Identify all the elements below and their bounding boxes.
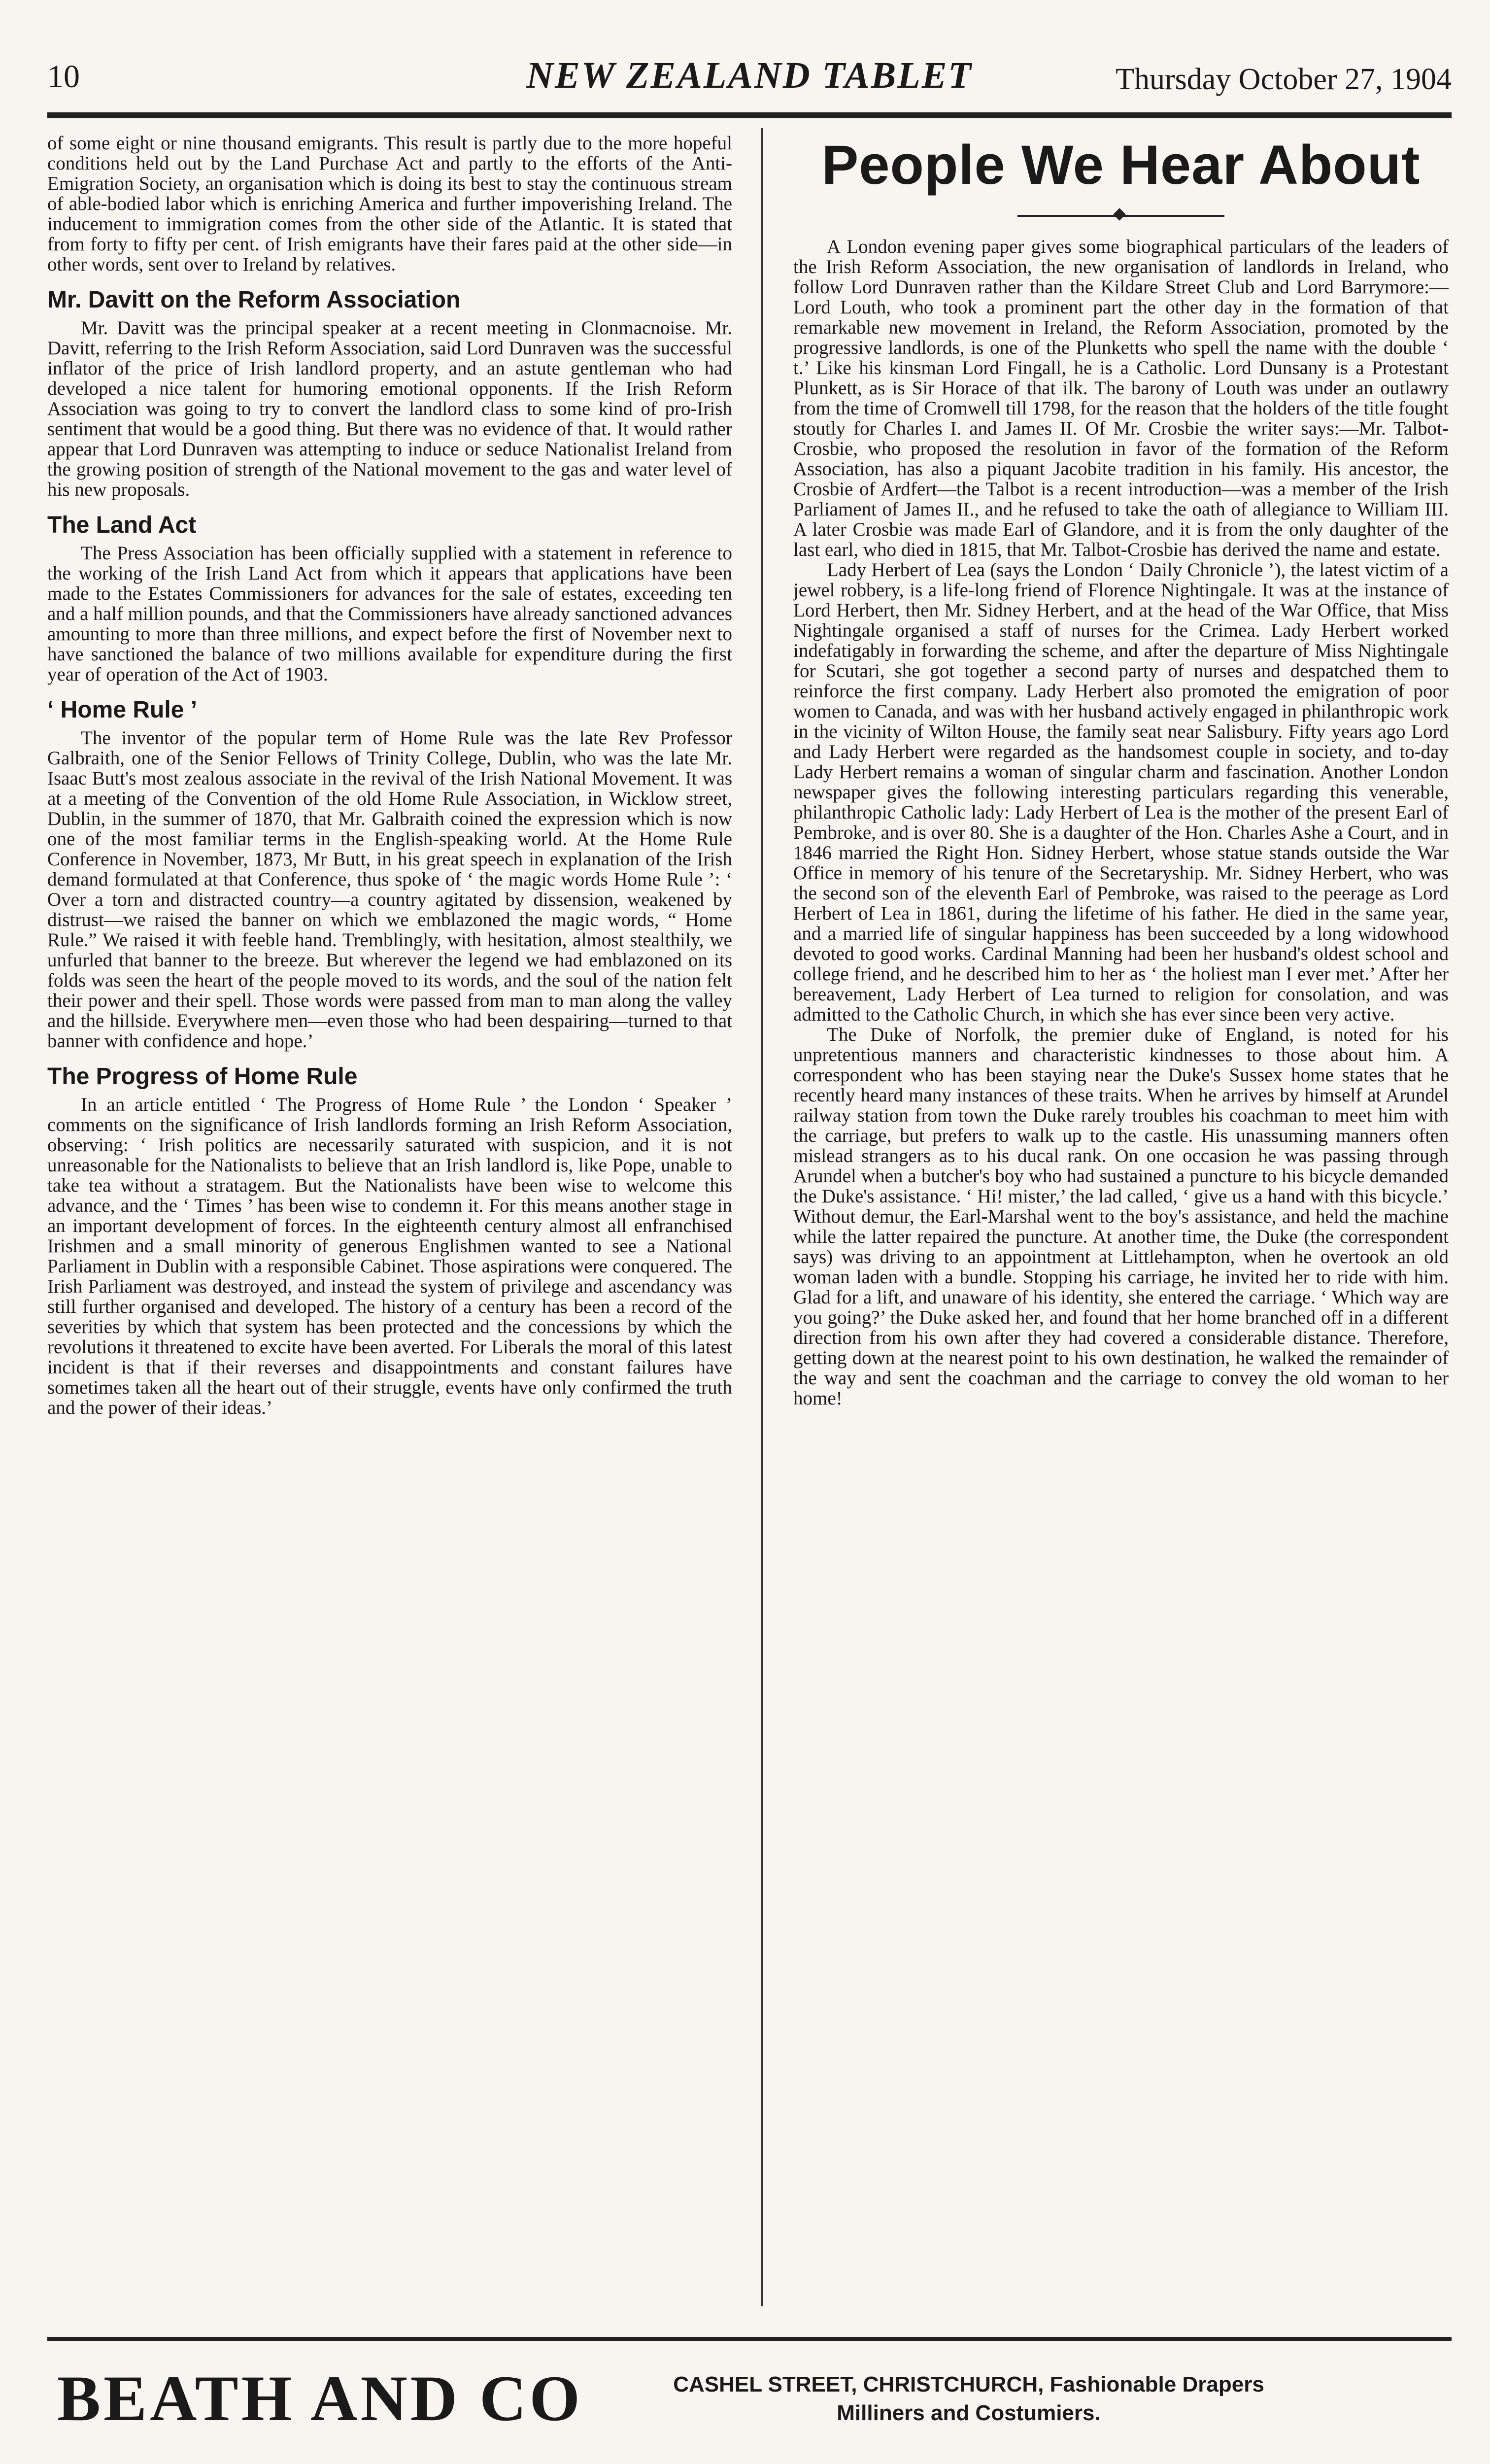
left-column <box>47 133 732 2326</box>
diamond-ornament-icon <box>1113 208 1125 220</box>
article-paragraph: Lady Herbert of Lea (says the London ‘ Daily Chronicle ’), the latest victim of a jewel robbery, is a life-long friend of Florence Nightingale. It was at the instance of Lord Herbert, then Mr. Sidney Herbert, and at the head of the War Office, that Miss Nightingale organised a staff of nurses for the Crimea. Lady Herbert worked indefatigably in forwarding the scheme, and after the departure of Miss Nightingale for Scutari, she got together a second party of nurses and despatched them to reinforce the first company. Lady Herbert also promoted the emigration of poor women to Canada, and was with her husband actively engaged in philanthropic work in the vicinity of Wilton House, the family seat near Salisbury. Fifty years ago Lord and Lady Herbert were regarded as the handsomest couple in society, and to-day Lady Herbert remains a woman of singular charm and fascination. Another London newspaper gives the following interesting particulars regarding this venerable, philanthropic Catholic lady: Lady Herbert of Lea is the mother of the present Earl of Pembroke, and is over 80. She is a daughter of the Hon. Charles Ashe a Court, and in 1846 married the Right Hon. Sidney Herbert, whose statue stands outside the War Office in memory of his tenure of the Secretaryship. Mr. Sidney Herbert, who was the second son of the eleventh Earl of Pembroke, was raised to the peerage as Lord Herbert of Lea in 1861, during the lifetime of his father. He died in the same year, and a married life of singular happiness has been succeeded by a long widowhood devoted to good works. Cardinal Manning had been her husband's oldest school and college friend, and he described him to her as ‘ the holiest man I ever met.’ After her bereavement, Lady Herbert of Lea turned to religion for consolation, and was admitted to the Catholic Church, in which she has ever since been very active. <box>793 559 1449 1025</box>
section-heading-progress: The Progress of Home Rule <box>47 1063 358 1090</box>
section-heading-land-act: The Land Act <box>47 512 197 538</box>
advertisement-footer <box>47 2361 1452 2439</box>
page-number: 10 <box>47 59 80 95</box>
article-paragraph: The inventor of the popular term of Home Rule was the late Rev Professor Galbraith, one of the Senior Fellows of Trinity College, Dublin, who was the late Mr. Isaac Butt's most zealous associate in the revival of the Irish National Movement. It was at a meeting of the Convention of the old Home Rule Association, in Wicklow street, Dublin, in the summer of 1870, that Mr. Galbraith coined the expression which is now one of the most familiar terms in the English-speaking world. At the Home Rule Conference in November, 1873, Mr Butt, in his great speech in explanation of the Irish demand formulated at that Conference, thus spoke of ‘ the magic words Home Rule ’: ‘ Over a torn and distracted country—a country agitated by dissension, weakened by distrust—we raised the banner on which we emblazoned the magic words, “ Home Rule.” We raised it with feeble hand. Tremblingly, with hesitation, almost stealthily, we unfurled that banner to the breeze. But wherever the legend we had emblazoned on its folds was seen the heart of the people moved to its words, and the soul of the nation felt their power and their spell. Those words were passed from man to man along the valley and the hillside. Everywhere men—even those who had been despairing—turned to that banner with confidence and hope.’ <box>47 727 732 1052</box>
page-header <box>47 54 1452 108</box>
masthead: NEW ZEALAND TABLET <box>526 55 973 96</box>
section-heading-davitt: Mr. Davitt on the Reform Association <box>47 287 461 313</box>
advertiser-address-line: CASHEL STREET, CHRISTCHURCH, Fashionable Drapers <box>673 2372 1264 2396</box>
article-paragraph: The Duke of Norfolk, the premier duke of England, is noted for his unpretentious manners and characteristic kindnesses to those about him. A correspondent who has been staying near the Duke's Sussex home states that he recently heard many instances of these traits. When he arrives by himself at Arundel railway station from town the Duke rarely troubles his coachman to meet him with the carriage, but prefers to walk up to the castle. His unassuming manners often mislead strangers as to his ducal rank. On one occasion he was passing through Arundel when a butcher's boy who had sustained a puncture to his bicycle demanded the Duke's assistance. ‘ Hi! mister,’ the lad called, ‘ give us a hand with this bicycle.’ Without demur, the Earl-Marshal went to the boy's assistance, and held the machine while the latter repaired the puncture. At another time, the Duke (the correspondent says) was driving to an appointment at Littlehampton, when he overtook an old woman laden with a bundle. Stopping his carriage, he invited her to ride with him. Glad for a lift, and unaware of his identity, she entered the carriage. ‘ Which way are you going?’ the Duke asked her, and found that her home branched off in a different direction from his own after they had covered a considerable distance. Therefore, getting down at the nearest point to his own destination, he walked the remainder of the way and sent the coachman and the carriage to convey the old woman to her home! <box>793 1024 1449 1409</box>
title-ornament-rule <box>1017 215 1224 217</box>
feature-title: People We Hear About <box>821 134 1421 196</box>
right-column <box>793 133 1449 2326</box>
column-divider <box>761 128 763 2306</box>
issue-date: Thursday October 27, 1904 <box>1116 63 1452 96</box>
article-paragraph: of some eight or nine thousand emigrants. This result is partly due to the more hopeful conditions held out by the Land Purchase Act and partly to the efforts of the Anti-Emigration Society, an organisation which is doing its best to stay the continuous stream of able-bodied labor which is enriching America and further impoverishing Ireland. The inducement to immigration comes from the other side of the Atlantic. It is stated that from forty to fifty per cent. of Irish emigrants have their fares paid at the other side—in other words, sent over to Ireland by relatives. <box>47 133 732 275</box>
advertiser-tagline: Milliners and Costumiers. <box>837 2401 1101 2425</box>
article-paragraph: A London evening paper gives some biographical particulars of the leaders of the Irish Reform Association, the new organisation of landlords in Ireland, who follow Lord Dunraven rather than the Kildare Street Club and Lord Barrymore:—Lord Louth, who took a prominent part the other day in the formation of that remarkable new movement in Ireland, the Reform Association, promoted by the progressive landlords, is one of the Plunketts who spell the name with the double ‘ t.’ Like his kinsman Lord Fingall, he is a Catholic. Lord Dunsany is a Protestant Plunkett, as is Sir Horace of that ilk. The barony of Louth was under an outlawry from the time of Cromwell till 1798, for the reason that the holders of the title fought stoutly for Charles I. and James II. Of Mr. Crosbie the writer says:—Mr. Talbot-Crosbie, who proposed the resolution in favor of the formation of the Reform Association, has also a piquant Jacobite tradition in his family. His ancestor, the Crosbie of Ardfert—the Talbot is a recent introduction—was a member of the Irish Parliament of James II., and he refused to take the oath of allegiance to William III. A later Crosbie was made Earl of Glandore, and it is from the only daughter of the last earl, who died in 1815, that Mr. Talbot-Crosbie has derived the name and estate. <box>793 236 1449 560</box>
advertiser-address <box>648 2370 1289 2428</box>
article-paragraph: In an article entitled ‘ The Progress of Home Rule ’ the London ‘ Speaker ’ comments on the significance of Irish landlords forming an Irish Reform Association, observing: ‘ Irish politics are necessarily saturated with suspicion, and it is not unreasonable for the Nationalists to believe that an Irish landlord is, like Pope, unable to take tea without a stratagem. But the Nationalists have been wise to welcome this advance, and the ‘ Times ’ has been wise to condemn it. For this means another stage in an important development of forces. In the eighteenth century almost all enfranchised Irishmen and a small minority of generous Englishmen wanted to see a National Parliament in Dublin with a responsible Cabinet. Those aspirations were conquered. The Irish Parliament was destroyed, and instead the system of privilege and ascendancy was still further organised and developed. The history of a century has been a record of the severities by which that system has been protected and the concessions by which the revolutions it threatened to excite have been averted. For Liberals the moral of this latest incident is that if their reverses and disappointments and constant failures have sometimes taken all the heart out of their struggle, events have only confirmed the truth and the power of their ideas.’ <box>47 1094 732 1418</box>
article-paragraph: The Press Association has been officially supplied with a statement in reference to the working of the Irish Land Act from which it appears that applications have been made to the Estates Commissioners for advances for the sale of estates, exceeding ten and a half million pounds, and that the Commissioners have already sanctioned advances amounting to more than three millions, and expect before the first of November next to have sanctioned the balance of two millions available for expenditure during the first year of operation of the Act of 1903. <box>47 543 732 685</box>
advertiser-name: BEATH AND CO <box>57 2362 583 2434</box>
article-paragraph: Mr. Davitt was the principal speaker at a recent meeting in Clonmacnoise. Mr. Davitt, referring to the Irish Reform Association, said Lord Dunraven was the successful inflator of the price of Irish landlord property, and an astute gentleman who had developed a nice talent for humoring emotional opponents. If the Irish Reform Association was going to try to convert the landlord class to some kind of pro-Irish sentiment that would be a good thing. But there was no evidence of that. It would rather appear that Lord Dunraven was attempting to induce or seduce Nationalist Ireland from the growing position of strength of the National movement to the gas and water level of his new proposals. <box>47 317 732 500</box>
header-rule <box>47 112 1452 118</box>
section-heading-home-rule: ‘ Home Rule ’ <box>47 697 198 723</box>
footer-rule <box>47 2337 1452 2341</box>
